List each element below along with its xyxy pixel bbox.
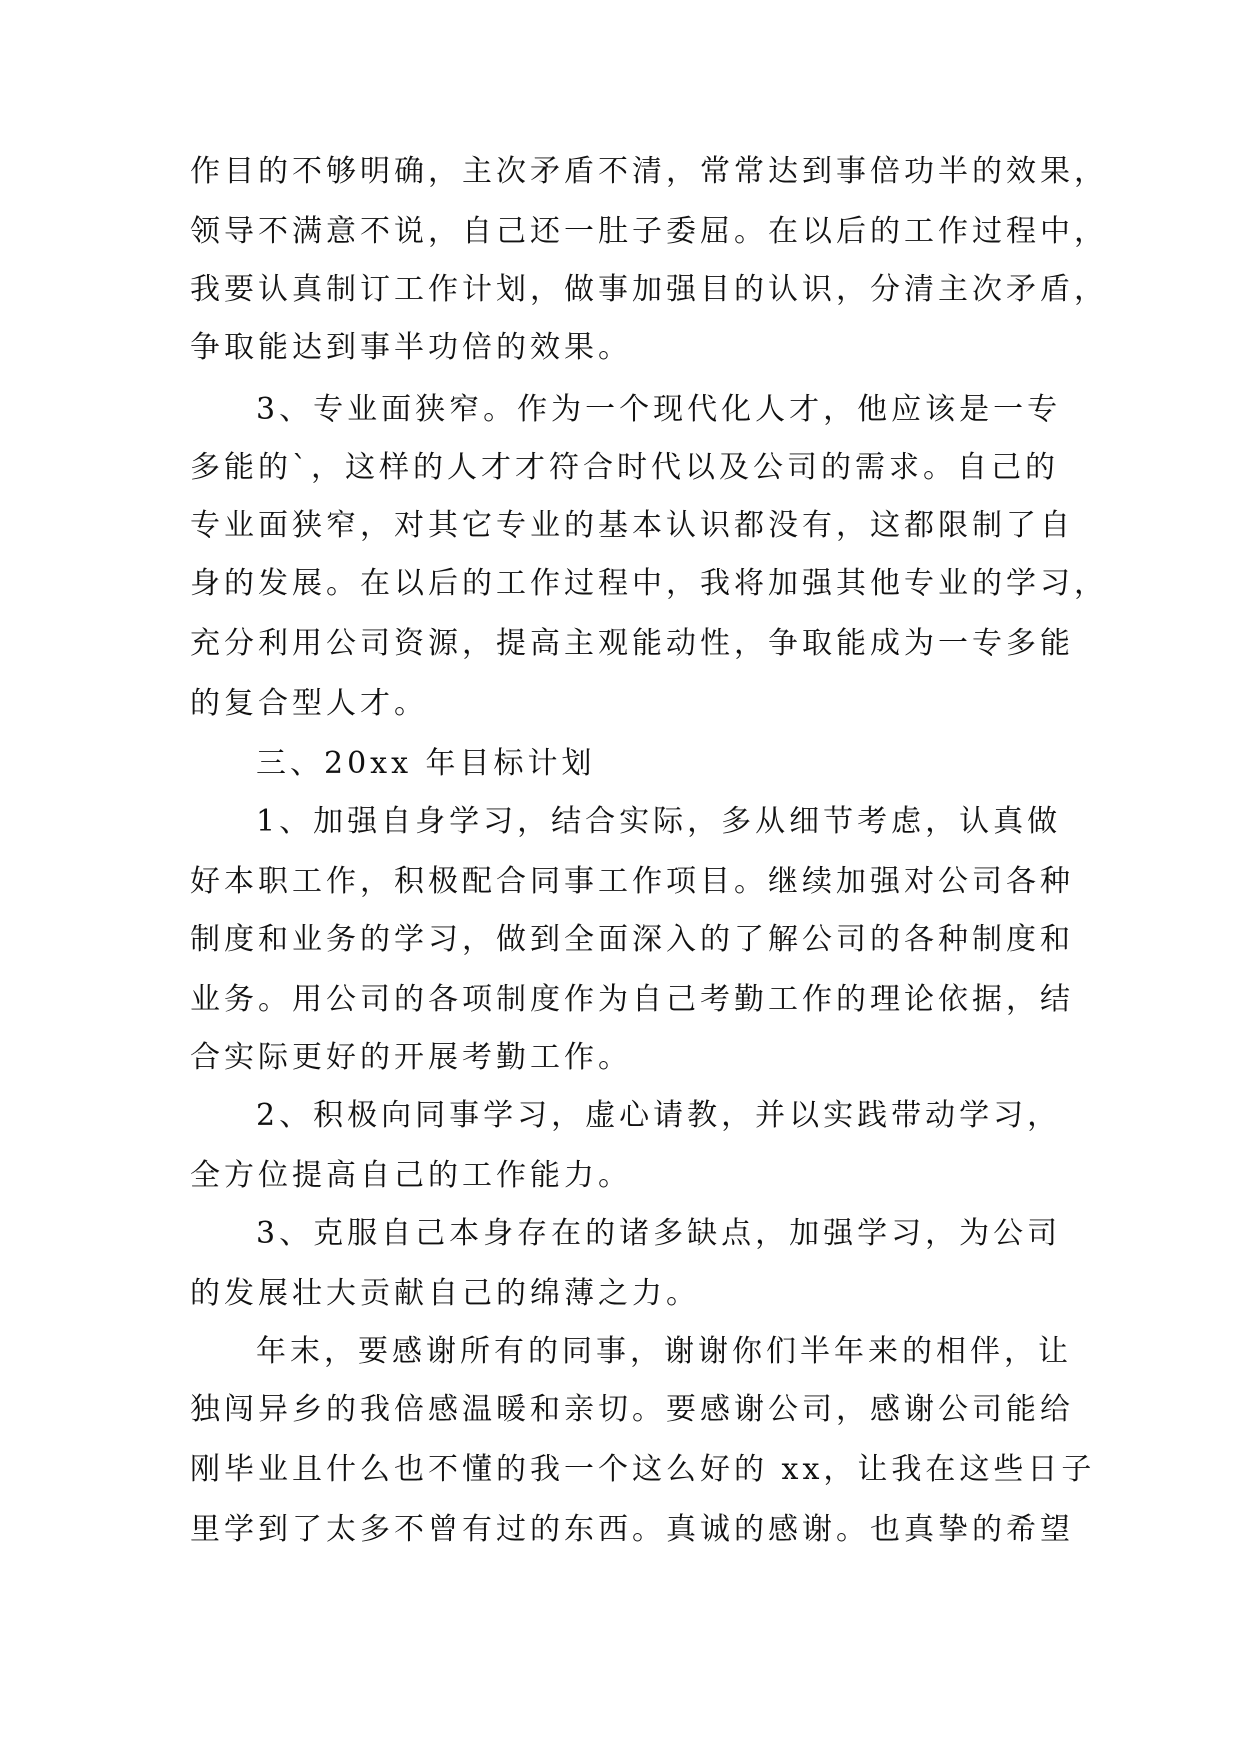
text-line: 作目的不够明确，主次矛盾不清，常常达到事倍功半的效果， (190, 154, 1108, 189)
text-line: 争取能达到事半功倍的效果。 (190, 330, 632, 365)
text-line: 独闯异乡的我倍感温暖和亲切。要感谢公司，感谢公司能给 (190, 1392, 1074, 1427)
text-line: 刚毕业且什么也不懂的我一个这么好的 xx，让我在这些日子 (190, 1452, 1096, 1487)
section-heading: 三、20xx 年目标计划 (256, 746, 596, 781)
text-line: 我要认真制订工作计划，做事加强目的认识，分清主次矛盾， (190, 272, 1108, 307)
text-line: 1、加强自身学习，结合实际，多从细节考虑，认真做 (256, 804, 1062, 839)
text-line: 充分利用公司资源，提高主观能动性，争取能成为一专多能 (190, 626, 1074, 661)
text-line: 制度和业务的学习，做到全面深入的了解公司的各种制度和 (190, 922, 1074, 957)
text-line: 2、积极向同事学习，虚心请教，并以实践带动学习， (256, 1098, 1062, 1133)
text-line: 专业面狭窄，对其它专业的基本认识都没有，这都限制了自 (190, 508, 1074, 543)
text-line: 的发展壮大贡献自己的绵薄之力。 (190, 1276, 700, 1311)
text-line: 年末，要感谢所有的同事，谢谢你们半年来的相伴，让 (256, 1334, 1072, 1369)
text-line: 业务。用公司的各项制度作为自己考勤工作的理论依据，结 (190, 982, 1074, 1017)
text-line: 里学到了太多不曾有过的东西。真诚的感谢。也真挚的希望 (190, 1512, 1074, 1547)
text-line: 全方位提高自己的工作能力。 (190, 1158, 632, 1193)
text-line: 合实际更好的开展考勤工作。 (190, 1040, 632, 1075)
text-line: 领导不满意不说，自己还一肚子委屈。在以后的工作过程中， (190, 214, 1108, 249)
text-line: 的复合型人才。 (190, 686, 428, 721)
text-line: 3、克服自己本身存在的诸多缺点，加强学习，为公司 (256, 1216, 1062, 1251)
text-line: 好本职工作，积极配合同事工作项目。继续加强对公司各种 (190, 864, 1074, 899)
text-line: 3、专业面狭窄。作为一个现代化人才，他应该是一专 (256, 392, 1062, 427)
text-line: 身的发展。在以后的工作过程中，我将加强其他专业的学习， (190, 566, 1108, 601)
text-line: 多能的`，这样的人才才符合时代以及公司的需求。自己的 (190, 450, 1059, 485)
